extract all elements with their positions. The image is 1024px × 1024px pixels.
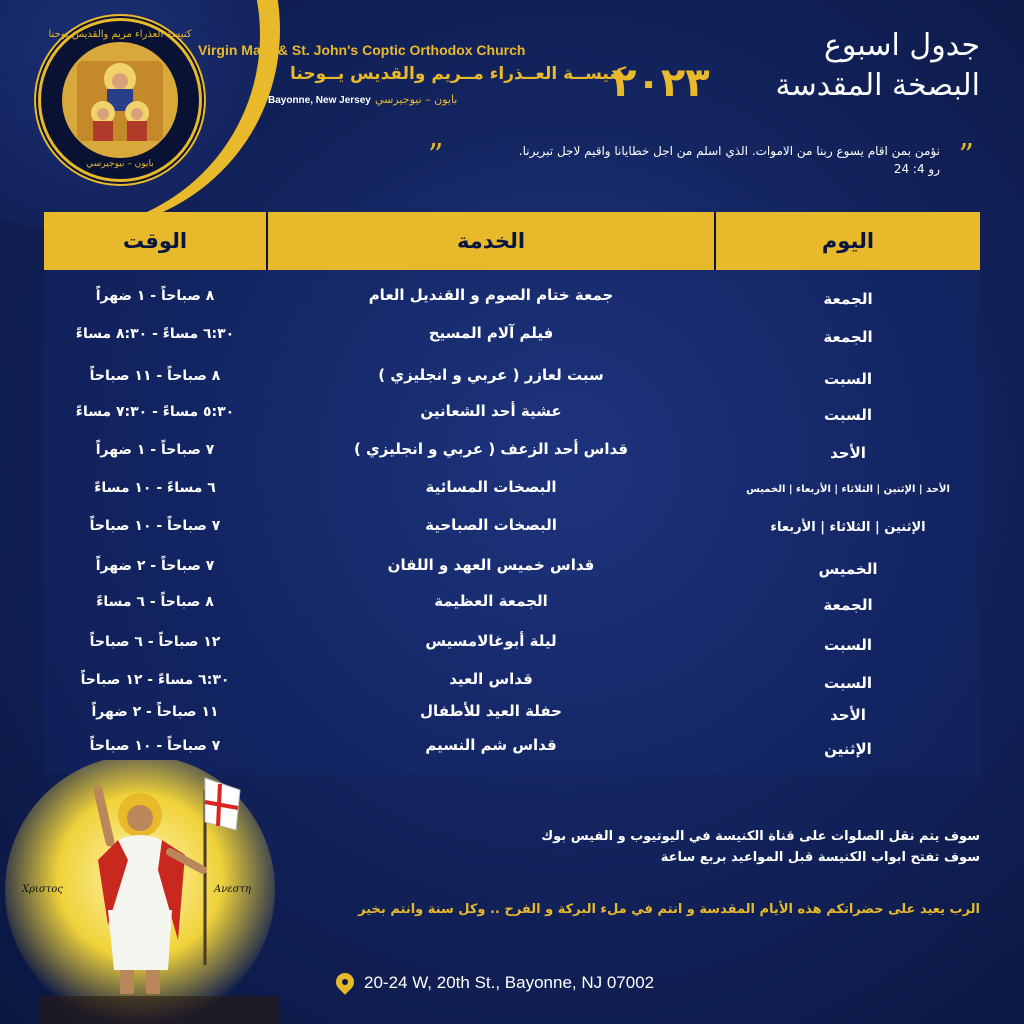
verse-reference: رو 4: 24 [893,162,940,176]
icon-inscription-left: Χριστος [22,884,63,895]
cell-service: ليلة أبوغالامسيس [425,632,557,650]
page-title-line2: البصخة المقدسة [775,68,980,103]
church-name-english: Virgin Mary & St. John's Coptic Orthodox Church [198,42,526,58]
cell-service: قداس خميس العهد و اللقان [387,556,595,574]
cell-time: ٧ صباحاً - ١٠ صباحاً [89,518,221,534]
cell-time: ٧ صباحاً - ١ ضهراً [95,442,215,458]
open-quote-icon: ” [958,138,974,173]
table-row [44,474,980,504]
cell-day: الخميس [818,560,878,578]
table-row [44,666,980,696]
cell-day: السبت [823,406,873,424]
cell-time: ١٢ صباحاً - ٦ صباحاً [89,634,221,650]
icon-inscription-right: Ανεστη [214,884,252,895]
title-year: ٢٠٢٣ [612,60,710,106]
cell-day: الأحد | الإثنين | الثلاثاء | الأربعاء | الخميس [746,484,950,495]
table-header [44,212,980,270]
cell-time: ٥:٣٠ مساءً - ٧:٣٠ مساءً [75,404,235,420]
table-row [44,320,980,350]
cell-service: قداس العيد [449,670,533,688]
cell-time: ٦:٣٠ مساءً - ١٢ صباحاً [80,672,230,688]
cell-service: البصخات المسائية [425,478,557,496]
column-header-time: الوقت [122,229,188,253]
location-english: Bayonne, New Jersey [268,95,371,106]
cell-time: ٦ مساءً - ١٠ مساءً [94,480,216,496]
church-logo-seal [38,18,202,182]
table-row [44,698,980,728]
note-doors: سوف تفتح ابواب الكنيسة قبل المواعيد بربع ساعة [660,850,980,865]
cell-service: جمعة ختام الصوم و القنديل العام [368,286,614,304]
table-row [44,436,980,466]
verse-text: نؤمن بمن اقام يسوع ربنا من الاموات. الذي اسلم من اجل خطايانا واقيم لاجل تبريرنا. [518,144,940,158]
close-quote-icon: ” [428,138,444,173]
saints-icon [41,21,199,179]
cell-day: السبت [823,636,873,654]
table-row [44,588,980,618]
cell-time: ٧ صباحاً - ٢ ضهراً [95,558,215,574]
table-row [44,362,980,392]
blessing-text: الرب يعيد على حضراتكم هذه الأيام المقدسة و انتم في ملء البركة و الفرح .. وكل سنة وانتم بخير [358,902,980,917]
table-row [44,398,980,428]
cell-day: الإثنين | الثلاثاء | الأربعاء [770,520,926,535]
cell-time: ١١ صباحاً - ٢ ضهراً [91,704,219,720]
cell-day: السبت [823,370,873,388]
cell-time: ٨ صباحاً - ٦ مساءً [96,594,214,610]
bible-verse [420,138,980,178]
schedule-table [44,212,980,774]
table-row [44,732,980,762]
column-header-service: الخدمة [456,229,526,253]
cell-service: البصخات الصباحية [425,516,557,534]
location-arabic: بايون – نيوجيرسي [375,93,458,106]
cell-service: عشية أحد الشعانين [420,402,562,420]
cell-time: ٨ صباحاً - ١ ضهراً [95,288,215,304]
cell-time: ٨ صباحاً - ١١ صباحاً [89,368,221,384]
column-header-day: اليوم [821,229,875,253]
church-name-arabic: كنيســة العــذراء مــريم والقديس يــوحنا [290,64,627,84]
cell-service: فيلم آلام المسيح [428,324,554,342]
cell-service: حفلة العيد للأطفال [420,702,562,720]
cell-service: سبت لعازر ( عربي و انجليزي ) [378,366,604,384]
cell-service: الجمعة العظيمة [434,592,548,610]
cell-day: السبت [823,674,873,692]
cell-service: قداس شم النسيم [425,736,557,754]
table-row [44,628,980,658]
cell-service: قداس أحد الزعف ( عربي و انجليزي ) [353,440,629,458]
table-row [44,282,980,312]
note-broadcast: سوف يتم نقل الصلوات على قناة الكنيسة في اليوتيوب و الفيس بوك [541,829,980,844]
cell-day: الإثنين [824,740,872,758]
cell-time: ٦:٣٠ مساءً - ٨:٣٠ مساءً [75,326,235,342]
seal-bottom-text: بايون – نيوجيرسي [86,159,154,169]
seal-top-text: كنيسة العذراء مريم والقديس يوحنا [48,29,192,40]
table-row [44,552,980,582]
cell-day: الجمعة [823,328,873,346]
location-pin-icon [332,969,357,994]
cell-time: ٧ صباحاً - ١٠ صباحاً [89,738,221,754]
notes [541,826,980,868]
cell-day: الجمعة [823,596,873,614]
cell-day: الأحد [830,706,866,724]
address [336,970,654,996]
address-text: 20-24 W, 20th St., Bayonne, NJ 07002 [364,973,655,992]
cell-day: الجمعة [823,290,873,308]
table-row [44,512,980,542]
cell-day: الأحد [830,444,866,462]
page-title-line1: جدول اسبوع [823,28,980,63]
